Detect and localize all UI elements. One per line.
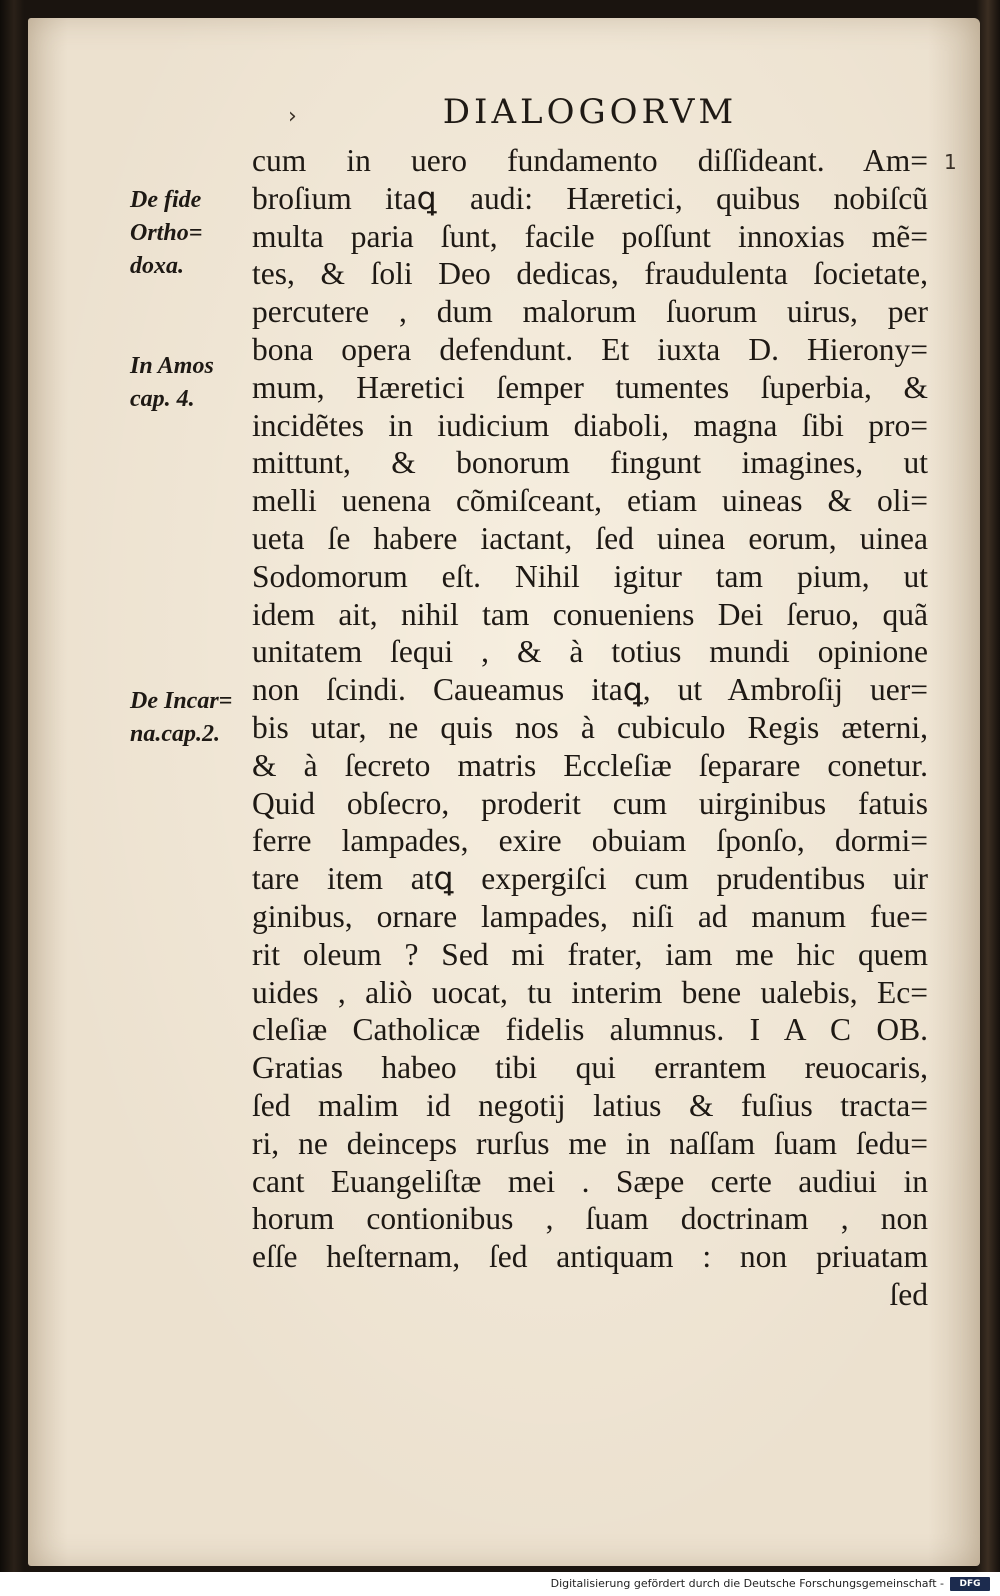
margin-note-de-incarnatione (130, 685, 250, 751)
text-line: broſium itaꝗ audi: Hæretici, quibus nobiſcũ (252, 180, 928, 216)
text-line: idem ait, nihil tam conueniens Dei ſeruo, quã (252, 596, 928, 632)
text-line: bona opera defendunt. Et iuxta D. Hierony= (252, 331, 928, 367)
text-line: ferre lampades, exire obuiam ſponſo, dormi= (252, 823, 928, 859)
text-line: cum in uero fundamento diſſideant. Am= (252, 143, 928, 178)
margin-note-in-amos (130, 350, 250, 416)
margin-note-line: na.cap.2. (130, 721, 220, 747)
text-line: & à ſecreto matris Eccleſiæ ſeparare conetur. (252, 747, 928, 783)
text-line: tare item atꝗ expergiſci cum prudentibus uir (252, 861, 928, 897)
text-line: non ſcindi. Caueamus itaꝗ, ut Ambroſij uer= (252, 672, 928, 708)
text-line: horum contionibus , ſuam doctrinam , non (252, 1201, 928, 1237)
text-line: rit oleum ? Sed mi frater, iam me hic quem (252, 936, 928, 972)
running-head: DIALOGORVM (442, 92, 738, 132)
text-line: percutere , dum malorum ſuorum uirus, per (252, 294, 928, 330)
text-line: multa paria ſunt, facile poſſunt innoxias mẽ= (252, 218, 928, 254)
text-line: eſſe heſternam, ſed antiquam : non priuatam (252, 1239, 928, 1275)
text-line: ueta ſe habere iactant, ſed uinea eorum, uinea (252, 520, 928, 556)
text-line: melli uenena cõmiſceant, etiam uineas & oli= (252, 483, 928, 519)
margin-note-line: Ortho= (130, 220, 203, 246)
edge-mark: 1 (944, 150, 957, 174)
margin-note-line: In Amos (130, 353, 214, 379)
text-line: Gratias habeo tibi qui errantem reuocaris, (252, 1050, 928, 1086)
footer-credit: Digitalisierung gefördert durch die Deutsche Forschungsgemeinschaft - (550, 1577, 944, 1590)
margin-note-line: doxa. (130, 253, 184, 279)
text-line: uides , aliò uocat, tu interim bene ualebis, Ec= (252, 974, 928, 1010)
text-line: mum, Hæretici ſemper tumentes ſuperbia, & (252, 369, 928, 405)
digitization-footer (0, 1572, 1000, 1596)
margin-note-line: De Incar= (130, 688, 233, 714)
dfg-logo: DFG (950, 1577, 990, 1591)
text-line: unitatem ſequi , & à totius mundi opinione (252, 634, 928, 670)
text-line: tes, & ſoli Deo dedicas, fraudulenta ſocietate, (252, 256, 928, 292)
text-line: cleſiæ Catholicæ fidelis alumnus. I A C OB. (252, 1012, 928, 1048)
text-line: bis utar, ne quis nos à cubiculo Regis æterni, (252, 709, 928, 745)
printer-mark: › (288, 104, 297, 129)
text-line: cant Euangeliſtæ mei . Sæpe certe audiui in (252, 1163, 928, 1199)
margin-note-line: De fide (130, 187, 202, 213)
catchword: ſed (889, 1276, 928, 1312)
text-line: ri, ne deinceps rurſus me in naſſam ſuam ſedu= (252, 1125, 928, 1161)
body-text (252, 142, 928, 1314)
margin-note-line: cap. 4. (130, 386, 195, 412)
text-line: ſed malim id negotij latius & fuſius tracta= (252, 1087, 928, 1123)
text-line: incidẽtes in iudicium diaboli, magna ſibi pro= (252, 407, 928, 443)
text-line: mittunt, & bonorum fingunt imagines, ut (252, 445, 928, 481)
text-line: ginibus, ornare lampades, niſi ad manum fue= (252, 898, 928, 934)
margin-note-de-fide (130, 184, 250, 283)
text-line: Sodomorum eſt. Nihil igitur tam pium, ut (252, 558, 928, 594)
text-line: Quid obſecro, proderit cum uirginibus fatuis (252, 785, 928, 821)
